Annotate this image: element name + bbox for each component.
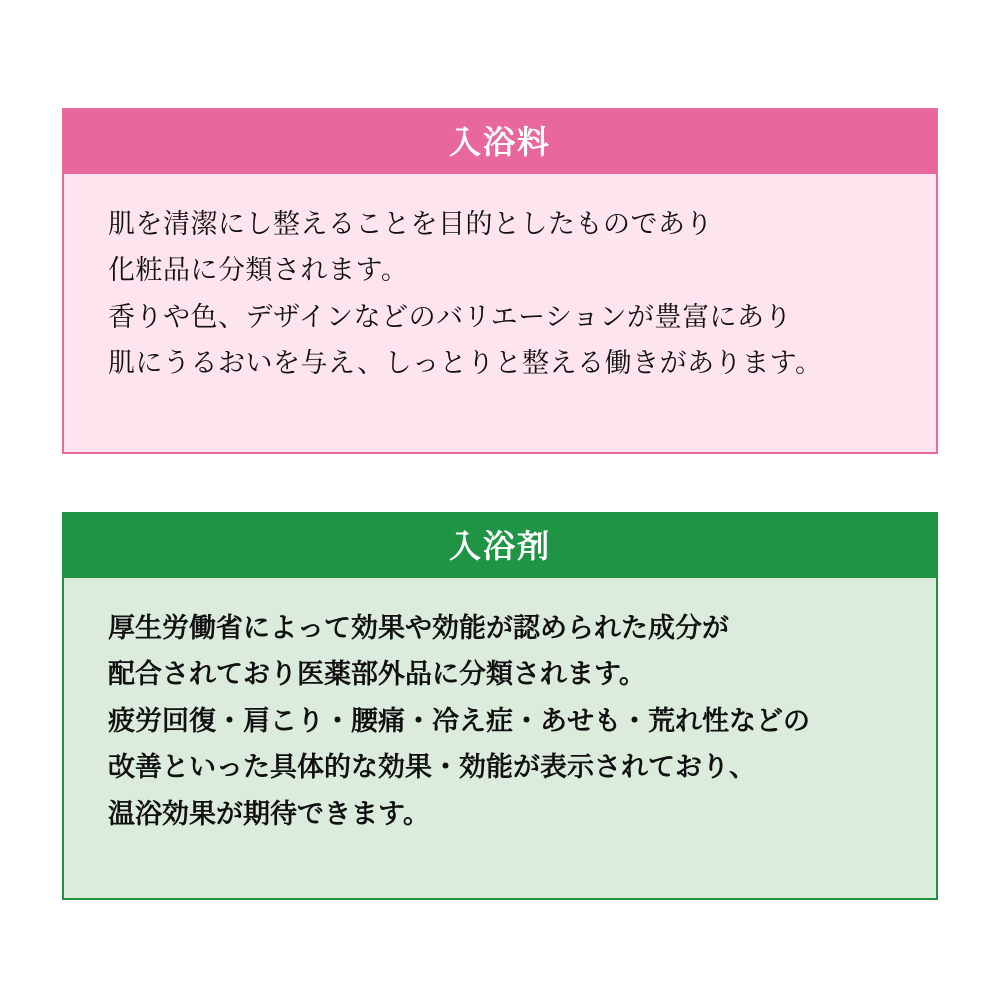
card-body-nyuyokuryo: [64, 174, 936, 388]
card-nyuyokuryo: [62, 108, 938, 454]
card-title-nyuyokuzai: 入浴剤: [448, 527, 551, 565]
body-line: 厚生労働省によって効果や効能が認められた成分が: [108, 613, 729, 644]
card-header-nyuyokuzai: [64, 514, 936, 578]
body-line: 配合されており医薬部外品に分類されます。: [108, 659, 646, 691]
body-line: 香りや色、デザインなどのバリエーションが豊富にあり: [108, 301, 792, 333]
card-header-nyuyokuryo: [64, 110, 936, 174]
body-line: 疲労回復・肩こり・腰痛・冷え症・あせも・荒れ性などの: [108, 705, 810, 737]
body-line: 温浴効果が期待できます。: [108, 798, 430, 830]
body-line: 肌にうるおいを与え、しっとりと整える働きがあります。: [108, 348, 823, 380]
body-line: 改善といった具体的な効果・効能が表示されており、: [108, 752, 756, 784]
card-nyuyokuzai: [62, 512, 938, 900]
body-line: 化粧品に分類されます。: [108, 255, 409, 287]
card-title-nyuyokuryo: 入浴料: [448, 123, 551, 161]
body-line: 肌を清潔にし整えることを目的としたものであり: [108, 209, 713, 240]
card-body-nyuyokuzai: [64, 578, 936, 838]
